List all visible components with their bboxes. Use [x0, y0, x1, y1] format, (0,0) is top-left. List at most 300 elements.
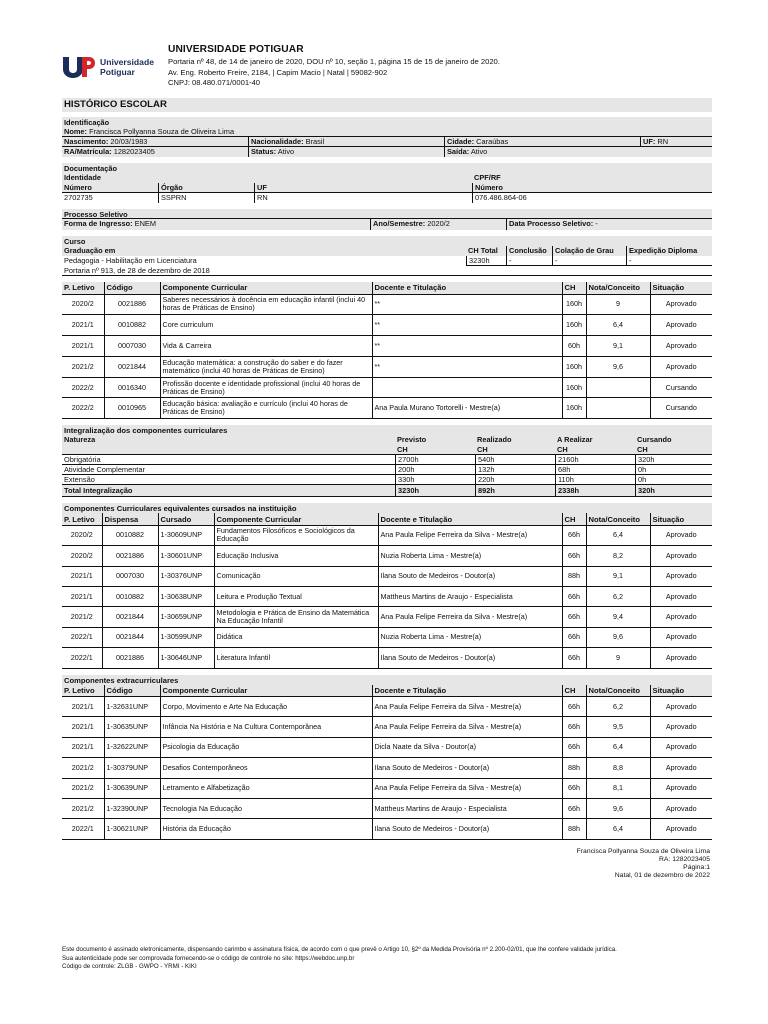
table-cell: Ana Paula Felipe Ferreira da Silva - Mestre(a) [372, 697, 562, 717]
uf-value: RN [657, 137, 669, 146]
natureza-label: Natureza [64, 435, 96, 445]
table-cell: 9,6 [586, 356, 650, 377]
table-row [62, 294, 712, 315]
total-arealizar: 2338h [558, 486, 579, 496]
table-cell: Aprovado [650, 294, 712, 315]
table-row [62, 315, 712, 336]
table-cell: Profissão docente e identidade profissional (inclui 40 horas de Práticas de Ensino) [160, 377, 372, 398]
table-header-row [62, 282, 712, 294]
table-cell: 0021886 [102, 546, 158, 566]
table-cell: Ilana Souto de Medeiros - Doutor(a) [372, 819, 562, 839]
table-row [62, 566, 712, 586]
integralizacao-row [62, 475, 712, 485]
curso-conclusao: - [506, 256, 552, 266]
section-title: Documentação [64, 164, 117, 173]
table-cell: ** [372, 336, 562, 357]
curso-headers [62, 246, 712, 256]
table-cell: Ilana Souto de Medeiros - Doutor(a) [372, 758, 562, 778]
table-cell: 8,2 [586, 546, 650, 566]
realizado-ch-label: CH [477, 445, 488, 455]
table-row [62, 607, 712, 627]
table-cell: Educação básica: avaliação e currículo (inclui 40 horas de Práticas de Ensino) [160, 398, 372, 419]
curso-nome: Pedagogia - Habilitação em Licenciatura [64, 256, 197, 265]
integralizacao-cell: 2160h [555, 455, 635, 464]
table-row [62, 356, 712, 377]
doc-uf-label: UF [257, 183, 267, 192]
table-cell: Aprovado [650, 336, 712, 357]
table-cell: 1-30621UNP [104, 819, 160, 839]
col-nota: Nota/Conceito [586, 685, 650, 697]
integralizacao-cell: 0h [635, 465, 712, 474]
expedicao-label: Expedição Diploma [629, 246, 698, 255]
table-row [62, 758, 712, 778]
table-cell: Aprovado [650, 607, 712, 627]
table-row [62, 798, 712, 818]
table-cell: 160h [562, 398, 586, 419]
integralizacao-cell: Obrigatória [64, 455, 101, 465]
legal-notice [62, 946, 722, 972]
table-cell: História da Educação [160, 819, 372, 839]
col-dispensa: Dispensa [102, 513, 158, 525]
previsto-ch-label: CH [397, 445, 408, 455]
table-cell: 66h [562, 525, 586, 545]
doc-uf-value: RN [254, 193, 472, 203]
table-cell: Aprovado [650, 627, 712, 647]
table-cell: 66h [562, 546, 586, 566]
integralizacao-cell: 0h [635, 475, 712, 484]
integralizacao-row [62, 465, 712, 475]
signature-page: Página:1 [683, 864, 710, 872]
cpf-numero-label: Número [475, 183, 503, 192]
table-row [62, 778, 712, 798]
col-nota: Nota/Conceito [586, 282, 650, 294]
nascimento-row [62, 137, 712, 147]
col-docente: Docente e Titulação [378, 513, 562, 525]
table-cell: 9 [586, 294, 650, 315]
col-codigo: Código [104, 282, 160, 294]
table-cell: 9,1 [586, 566, 650, 586]
table-cell: 0010882 [104, 315, 160, 336]
col-situacao: Situação [650, 685, 712, 697]
table-cell: 1-30659UNP [158, 607, 214, 627]
table-cell: Aprovado [650, 566, 712, 586]
table-cell: Aprovado [650, 525, 712, 545]
table-cell: Corpo, Movimento e Arte Na Educação [160, 697, 372, 717]
table-cell: 2022/1 [62, 648, 102, 668]
table-cell: 0007030 [102, 566, 158, 586]
table-cell: 0007030 [104, 336, 160, 357]
legal-line2: Sua autenticidade pode ser comprovada fornecendo-se o código de controle no site: https://webdoc.unp.br [62, 954, 355, 962]
table-cell: 6,4 [586, 525, 650, 545]
integralizacao-total-row [62, 485, 712, 497]
col-situacao: Situação [650, 513, 712, 525]
table-row [62, 627, 712, 647]
arealizar-label: A Realizar [557, 435, 593, 445]
table-cell: Ana Paula Murano Tortorelli - Mestre(a) [372, 398, 562, 419]
table-cell: 2020/2 [62, 294, 104, 315]
table-cell: 1-30638UNP [158, 586, 214, 606]
graduacao-label: Graduação em [64, 246, 116, 255]
section-title: Componentes Curriculares equivalentes cursados na instituição [64, 504, 297, 514]
table-cell: 1-32390UNP [104, 798, 160, 818]
table-cell: Letramento e Alfabetização [160, 778, 372, 798]
cidade-label: Cidade: [447, 137, 475, 146]
curso-section [62, 236, 712, 276]
table-row [62, 717, 712, 737]
processo-row [62, 219, 712, 230]
nascimento-label: Nascimento: [64, 137, 109, 146]
col-docente: Docente e Titulação [372, 685, 562, 697]
signature-block [62, 848, 712, 881]
table-cell: 88h [562, 758, 586, 778]
curso-values [62, 256, 712, 266]
table-row [62, 377, 712, 398]
table-cell: 66h [562, 778, 586, 798]
table-cell: 0010965 [104, 398, 160, 419]
table-row [62, 697, 712, 717]
table-cell: 2021/2 [62, 758, 104, 778]
integralizacao-cell: 132h [475, 465, 555, 474]
componentes-table [62, 282, 712, 419]
forma-label: Forma de Ingresso: [64, 219, 133, 228]
table-cell: 0010882 [102, 586, 158, 606]
uf-label: UF: [643, 137, 656, 146]
identidade-row [62, 173, 712, 183]
total-previsto: 3230h [398, 486, 419, 496]
table-cell: Mattheus Martins de Araujo - Especialista [378, 586, 562, 606]
section-title: Processo Seletivo [62, 209, 712, 219]
integralizacao-cell: 540h [475, 455, 555, 464]
table-cell: Metodologia e Prática de Ensino da Matemática Na Educação Infantil [214, 607, 378, 627]
col-componente: Componente Curricular [160, 282, 372, 294]
table-cell: Aprovado [650, 697, 712, 717]
table-cell: 2022/1 [62, 819, 104, 839]
table-cell: Tecnologia Na Educação [160, 798, 372, 818]
table-cell: 160h [562, 356, 586, 377]
signature-date: Natal, 01 de dezembro de 2022 [614, 872, 710, 880]
table-cell: Ana Paula Felipe Ferreira da Silva - Mestre(a) [372, 717, 562, 737]
documentacao-headers [62, 183, 712, 193]
integralizacao-body [62, 455, 712, 485]
nascimento-value: 20/03/1983 [110, 137, 148, 146]
table-cell: 8,1 [586, 778, 650, 798]
table-cell: Aprovado [650, 648, 712, 668]
table-cell: 2022/2 [62, 398, 104, 419]
realizado-label: Realizado [477, 435, 512, 445]
table-cell: Ana Paula Felipe Ferreira da Silva - Mestre(a) [378, 525, 562, 545]
integralizacao-cell: Atividade Complementar [64, 465, 145, 475]
table-cell: Nuzia Roberta Lima - Mestre(a) [378, 546, 562, 566]
integralizacao-cell: 200h [395, 465, 475, 474]
table-row [62, 525, 712, 545]
section-title: Componentes extracurriculares [64, 675, 179, 685]
table-cell: 1-30599UNP [158, 627, 214, 647]
integralizacao-cell: 110h [555, 475, 635, 484]
table-cell: Aprovado [650, 356, 712, 377]
table-cell: 160h [562, 315, 586, 336]
integralizacao-section [62, 425, 712, 497]
table-cell: 66h [562, 586, 586, 606]
table-row [62, 648, 712, 668]
logo-text-line1: Universidade [100, 57, 154, 67]
signature-name: Francisca Pollyanna Souza de Oliveira Lima [576, 847, 710, 855]
conclusao-label: Conclusão [509, 246, 547, 255]
table-cell: 1-30376UNP [158, 566, 214, 586]
integralizacao-cell: 220h [475, 475, 555, 484]
table-cell: 2021/1 [62, 586, 102, 606]
table-cell: Cursando [650, 398, 712, 419]
table-cell: 60h [562, 336, 586, 357]
saida-value: Ativo [470, 147, 488, 156]
table-cell: 2021/1 [62, 697, 104, 717]
orgao-label: Órgão [161, 183, 183, 192]
table-cell: 1-30379UNP [104, 758, 160, 778]
curso-colacao: - [552, 256, 626, 266]
ra-label: RA/Matrícula: [64, 147, 112, 156]
col-cursado: Cursado [158, 513, 214, 525]
extracurriculares-table [62, 685, 712, 840]
status-label: Status: [251, 147, 277, 156]
processo-seletivo-section [62, 209, 712, 230]
table-cell: 2021/2 [62, 356, 104, 377]
integralizacao-header-1 [62, 435, 712, 445]
table-cell: 66h [562, 648, 586, 668]
col-nota: Nota/Conceito [586, 513, 650, 525]
equivalentes-table [62, 513, 712, 668]
table-cell: Desafios Contemporâneos [160, 758, 372, 778]
table-cell [586, 377, 650, 398]
table-cell: Ana Paula Felipe Ferreira da Silva - Mestre(a) [372, 778, 562, 798]
table-row [62, 398, 712, 419]
col-situacao: Situação [650, 282, 712, 294]
identificacao-section [62, 117, 712, 157]
total-label: Total Integralização [64, 486, 133, 496]
table-cell: 1-30635UNP [104, 717, 160, 737]
table-cell: 6,4 [586, 819, 650, 839]
legal-line3: Código de controle: ZLGB - GWPO - YRMI - KIKI [62, 963, 197, 971]
col-ch: CH [562, 685, 586, 697]
table-cell: Comunicação [214, 566, 378, 586]
transcript-page [62, 44, 712, 881]
equivalentes-body [62, 525, 712, 668]
data-processo-label: Data Processo Seletivo: [509, 219, 594, 228]
table-cell: 2021/1 [62, 315, 104, 336]
numero-value: 2702735 [64, 193, 93, 202]
table-cell: 2021/1 [62, 566, 102, 586]
colacao-label: Colação de Grau [555, 246, 614, 255]
col-periodo: P. Letivo [62, 513, 102, 525]
curso-ch-total: 3230h [466, 256, 506, 266]
table-cell: 8,8 [586, 758, 650, 778]
col-periodo: P. Letivo [62, 685, 104, 697]
table-cell: Mattheus Martins de Araujo - Especialista [372, 798, 562, 818]
table-cell: Infância Na História e Na Cultura Contemporânea [160, 717, 372, 737]
table-cell [372, 377, 562, 398]
table-cell: 6,2 [586, 586, 650, 606]
table-cell: Didática [214, 627, 378, 647]
table-cell: 0016340 [104, 377, 160, 398]
table-cell: Aprovado [650, 586, 712, 606]
col-docente: Docente e Titulação [372, 282, 562, 294]
table-cell: Aprovado [650, 546, 712, 566]
ano-label: Ano/Semestre: [373, 219, 426, 228]
table-cell: Educação Inclusiva [214, 546, 378, 566]
table-cell: 66h [562, 627, 586, 647]
table-cell: 1-30639UNP [104, 778, 160, 798]
table-cell: 2021/2 [62, 778, 104, 798]
table-cell: 0021844 [102, 627, 158, 647]
col-ch: CH [562, 513, 586, 525]
curso-expedicao: - [626, 256, 712, 266]
forma-value: ENEM [134, 219, 157, 228]
table-cell: 2021/1 [62, 336, 104, 357]
identidade-label: Identidade [64, 173, 101, 182]
ra-row [62, 147, 712, 157]
table-cell: 6,2 [586, 697, 650, 717]
table-cell: Leitura e Produção Textual [214, 586, 378, 606]
table-cell: Ilana Souto de Medeiros - Doutor(a) [378, 566, 562, 586]
table-cell: 0010882 [102, 525, 158, 545]
table-cell: 2022/1 [62, 627, 102, 647]
table-cell: 6,4 [586, 315, 650, 336]
table-cell: Vida & Carreira [160, 336, 372, 357]
table-cell: Aprovado [650, 798, 712, 818]
cursando-label: Cursando [637, 435, 672, 445]
table-cell: 0021844 [104, 356, 160, 377]
table-header-row [62, 685, 712, 697]
table-cell: Ana Paula Felipe Ferreira da Silva - Mestre(a) [378, 607, 562, 627]
integralizacao-cell: 2700h [395, 455, 475, 464]
table-cell: 1-32631UNP [104, 697, 160, 717]
table-cell: Aprovado [650, 778, 712, 798]
institution-portaria: Portaria nº 48, de 14 de janeiro de 2020, DOU nº 10, seção 1, página 15 de 15 de janeiro de 2020. [168, 57, 500, 66]
table-cell: 88h [562, 819, 586, 839]
table-cell: 66h [562, 737, 586, 757]
table-cell: ** [372, 315, 562, 336]
table-cell: Saberes necessários à docência em educação infantil (inclui 40 horas de Práticas de Ensino) [160, 294, 372, 315]
cidade-value: Caraúbas [476, 137, 509, 146]
table-cell: 9,6 [586, 798, 650, 818]
table-row [62, 586, 712, 606]
table-cell: 9,1 [586, 336, 650, 357]
integralizacao-cell: 68h [555, 465, 635, 474]
table-cell [586, 398, 650, 419]
institution-cnpj: CNPJ: 08.480.071/0001-40 [168, 78, 261, 87]
document-header [62, 44, 712, 94]
table-cell: 66h [562, 697, 586, 717]
table-cell: 0021886 [102, 648, 158, 668]
ch-total-label: CH Total [468, 246, 498, 255]
total-cursando: 320h [638, 486, 655, 496]
table-cell: Dicla Naate da Silva - Doutor(a) [372, 737, 562, 757]
table-cell: 1-30609UNP [158, 525, 214, 545]
nacionalidade-label: Nacionalidade: [251, 137, 304, 146]
nacionalidade-value: Brasil [305, 137, 325, 146]
table-cell: Aprovado [650, 717, 712, 737]
table-cell: Literatura Infantil [214, 648, 378, 668]
table-cell: Educação matemática: a construção do saber e do fazer matemático (inclui 40 horas de Práticas de Ensino) [160, 356, 372, 377]
table-cell: 9,4 [586, 607, 650, 627]
table-cell: Nuzia Roberta Lima - Mestre(a) [378, 627, 562, 647]
curso-portaria-row [62, 266, 712, 276]
table-cell: 2020/2 [62, 546, 102, 566]
integralizacao-row [62, 455, 712, 465]
table-cell: 2020/2 [62, 525, 102, 545]
table-cell: 9,6 [586, 627, 650, 647]
table-cell: 2021/1 [62, 717, 104, 737]
institution-address: Av. Eng. Roberto Freire, 2184, | Capim Macio | Natal | 59082-902 [168, 67, 388, 77]
nome-label: Nome: [64, 127, 87, 136]
table-row [62, 546, 712, 566]
table-cell: 9 [586, 648, 650, 668]
logo-text-line2: Potiguar [100, 67, 135, 77]
table-cell: ** [372, 294, 562, 315]
documentacao-values [62, 193, 712, 203]
table-cell: 9,5 [586, 717, 650, 737]
cursando-ch-label: CH [637, 445, 648, 455]
institution-block [168, 44, 712, 89]
numero-label: Número [64, 183, 92, 192]
cpf-value: 076.486.864-06 [472, 193, 712, 203]
data-processo-value: - [595, 219, 598, 228]
table-header-row [62, 513, 712, 525]
table-cell: Core curriculum [160, 315, 372, 336]
table-cell: 0021844 [102, 607, 158, 627]
integralizacao-cell: 330h [395, 475, 475, 484]
col-periodo: P. Letivo [62, 282, 104, 294]
table-row [62, 819, 712, 839]
integralizacao-cell: 320h [635, 455, 712, 464]
table-cell: 6,4 [586, 737, 650, 757]
table-cell: 66h [562, 798, 586, 818]
table-cell: 2021/2 [62, 607, 102, 627]
integralizacao-cell: Extensão [64, 475, 95, 485]
ano-value: 2020/2 [427, 219, 450, 228]
nome-row [62, 127, 712, 137]
table-cell: 2022/2 [62, 377, 104, 398]
documentacao-section [62, 163, 712, 203]
table-cell: Fundamentos Filosóficos e Sociológicos da Educação [214, 525, 378, 545]
table-cell: 2021/2 [62, 798, 104, 818]
institution-name: UNIVERSIDADE POTIGUAR [168, 44, 304, 55]
ra-value: 1282023405 [113, 147, 155, 156]
table-cell: Aprovado [650, 819, 712, 839]
extracurriculares-body [62, 697, 712, 840]
section-title: Integralização dos componentes curriculares [64, 426, 228, 436]
integralizacao-header-2 [62, 445, 712, 455]
col-codigo: Código [104, 685, 160, 697]
orgao-value: SSPRN [158, 193, 254, 203]
table-cell: 1-30646UNP [158, 648, 214, 668]
saida-label: Saída: [447, 147, 470, 156]
nome-value: Francisca Pollyanna Souza de Oliveira Lima [89, 127, 235, 136]
university-logo [62, 54, 162, 80]
col-componente: Componente Curricular [160, 685, 372, 697]
col-componente: Componente Curricular [214, 513, 378, 525]
total-realizado: 892h [478, 486, 495, 496]
table-cell: 66h [562, 717, 586, 737]
legal-line1: Este documento é assinado eletronicamente, dispensando carimbo e assinatura física, de acordo com o que prevê o Artigo 10, §2º da Medida Provisória nº 2.200-02/01, que lhe confere validade jurídica. [62, 946, 617, 953]
arealizar-ch-label: CH [557, 445, 568, 455]
col-ch: CH [562, 282, 586, 294]
componentes-body [62, 294, 712, 419]
table-row [62, 336, 712, 357]
table-cell: Psicologia da Educação [160, 737, 372, 757]
extracurriculares-title-band [62, 675, 712, 685]
table-cell: Cursando [650, 377, 712, 398]
section-title: Identificação [64, 118, 110, 127]
table-cell: Aprovado [650, 315, 712, 336]
